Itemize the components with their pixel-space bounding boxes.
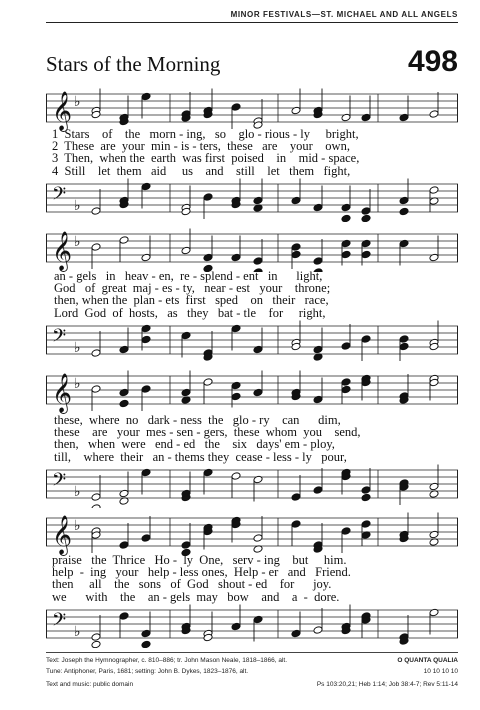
treble-staff <box>46 512 458 556</box>
notehead <box>361 207 371 216</box>
notehead <box>291 493 301 502</box>
verse-line: these, where no dark - ness the glo - ry can dim, <box>54 413 341 427</box>
notehead <box>253 615 263 624</box>
notehead <box>91 633 101 642</box>
notehead <box>141 324 151 333</box>
notehead <box>253 257 263 266</box>
notehead <box>313 486 323 495</box>
notehead <box>341 378 351 387</box>
verse-line: 2 These are your min - is - ters, these are your own, <box>52 139 350 154</box>
notehead <box>231 253 241 262</box>
notehead <box>399 239 409 248</box>
notehead <box>141 253 151 262</box>
notehead <box>429 530 439 539</box>
notehead <box>313 203 323 212</box>
notehead <box>361 239 371 248</box>
notehead <box>203 253 213 262</box>
notehead <box>341 203 351 212</box>
notehead <box>399 335 409 344</box>
notehead <box>181 388 191 397</box>
bass-clef-icon: 𝄢 <box>52 184 67 209</box>
music-system-4 <box>46 512 458 640</box>
notehead <box>181 246 191 255</box>
header-rule <box>46 22 458 23</box>
notehead <box>399 196 409 205</box>
notehead <box>291 243 301 252</box>
notehead <box>231 103 241 112</box>
notehead <box>203 378 213 387</box>
notehead <box>119 489 129 498</box>
notehead <box>291 196 301 205</box>
notehead <box>291 520 301 529</box>
verse-line: Lord God of hosts, as they bat - tle for right, <box>54 305 326 320</box>
treble-staff <box>46 370 458 414</box>
notehead <box>231 472 241 481</box>
notehead <box>361 335 371 344</box>
notehead <box>231 324 241 333</box>
tune-credit: Tune: Antiphoner, Paris, 1681; setting: John B. Dykes, 1823–1876, alt. <box>46 668 249 675</box>
notehead <box>313 395 323 404</box>
lyrics-block-1 <box>52 128 464 177</box>
bass-staff <box>46 464 458 508</box>
scripture-references: Ps 103:20,21; Heb 1:14; Job 38:4-7; Rev 5:11-14 <box>316 681 458 688</box>
verse-line: then, when the plan - ets first sped on their race, <box>54 293 329 308</box>
notehead <box>91 493 101 502</box>
flat-icon: ♭ <box>74 234 81 250</box>
notehead <box>361 520 371 529</box>
notehead <box>361 113 371 122</box>
flat-icon: ♭ <box>74 198 81 214</box>
notehead <box>341 113 351 122</box>
hymn-title: Stars of the Morning <box>46 52 221 76</box>
lyrics-block-2 <box>54 270 466 319</box>
text-credit: Text: Joseph the Hymnographer, c. 810–886; tr. John Mason Neale, 1818–1866, alt. <box>46 657 288 664</box>
notehead <box>253 196 263 205</box>
notehead <box>141 468 151 477</box>
notehead <box>141 629 151 638</box>
notehead <box>141 385 151 394</box>
notehead <box>203 193 213 202</box>
notehead <box>291 629 301 638</box>
notehead <box>231 622 241 631</box>
notehead <box>119 388 129 397</box>
bass-clef-icon: 𝄢 <box>52 470 67 495</box>
notehead <box>429 482 439 491</box>
notehead <box>141 182 151 191</box>
flat-icon: ♭ <box>74 518 81 534</box>
verse-line: then, when were end - ed the six days' em - ploy, <box>54 437 335 452</box>
flat-icon: ♭ <box>74 624 81 640</box>
footer-rule <box>46 652 458 653</box>
notehead <box>429 186 439 195</box>
notehead <box>119 541 129 550</box>
verse-line: an - gels in heav - en, re - splend - ent in light, <box>54 269 323 283</box>
flat-icon: ♭ <box>74 340 81 356</box>
notehead <box>231 381 241 390</box>
verse-line: we with the an - gels may bow and a - dore. <box>52 589 340 604</box>
meter: 10 10 10 10 <box>423 668 458 675</box>
notehead <box>399 113 409 122</box>
verse-line: 3 Then, when the earth was first poised in mid - space, <box>52 151 360 166</box>
notehead <box>181 331 191 340</box>
notehead <box>291 106 301 115</box>
notehead <box>119 345 129 354</box>
notehead <box>253 534 263 543</box>
bass-clef-icon: 𝄢 <box>52 326 67 351</box>
verse-line: then all the sons of God shout - ed for joy. <box>52 577 332 592</box>
verse-line: God of great maj - es - ty, near - est your throne; <box>54 281 331 296</box>
bass-clef-icon: 𝄢 <box>52 610 67 635</box>
notehead <box>91 243 101 252</box>
treble-clef-icon: 𝄞 <box>52 515 73 555</box>
notehead <box>429 110 439 119</box>
music-system-1 <box>46 88 458 214</box>
rights-notice: Text and music: public domain <box>46 681 134 688</box>
notehead <box>181 541 191 550</box>
treble-staff <box>46 88 458 132</box>
bass-staff <box>46 178 458 222</box>
lyrics-block-4 <box>52 554 464 603</box>
notehead <box>203 468 213 477</box>
notehead <box>119 612 129 621</box>
flat-icon: ♭ <box>74 484 81 500</box>
music-system-3 <box>46 370 458 500</box>
notehead <box>253 475 263 484</box>
verse-line: praise the Thrice Ho - ly One, serv - ing but him. <box>52 553 347 567</box>
notehead <box>253 345 263 354</box>
lyrics-block-3 <box>54 414 466 463</box>
flat-icon: ♭ <box>74 94 81 110</box>
music-system-2 <box>46 228 458 356</box>
verse-line: these are your mes - sen - gers, these whom you send, <box>54 425 361 440</box>
notehead <box>91 349 101 358</box>
verse-line: till, where their an - thems they cease - less - ly pour, <box>54 449 347 464</box>
verse-line: 1 Stars of the morn - ing, so glo - rious - ly bright, <box>52 127 359 141</box>
verse-line: 4 Still let them aid us and still let them fight, <box>52 163 351 178</box>
hymn-number: 498 <box>407 45 458 78</box>
notehead <box>91 385 101 394</box>
treble-clef-icon: 𝄞 <box>52 373 73 413</box>
tune-name: O QUANTA QUALIA <box>397 657 458 664</box>
notehead <box>313 626 323 635</box>
notehead <box>141 92 151 101</box>
treble-clef-icon: 𝄞 <box>52 231 73 271</box>
notehead <box>119 236 129 245</box>
notehead <box>313 257 323 266</box>
notehead <box>91 207 101 216</box>
bass-staff <box>46 320 458 364</box>
notehead <box>429 253 439 262</box>
notehead <box>253 388 263 397</box>
bass-staff <box>46 604 458 648</box>
notehead <box>141 534 151 543</box>
treble-staff <box>46 228 458 272</box>
notehead <box>429 608 439 617</box>
footer <box>46 657 458 707</box>
notehead <box>341 239 351 248</box>
flat-icon: ♭ <box>74 376 81 392</box>
treble-clef-icon: 𝄞 <box>52 91 73 131</box>
notehead <box>361 486 371 495</box>
notehead <box>341 527 351 536</box>
notehead <box>341 342 351 351</box>
verse-line: help - ing your help - less ones, Help - er and Friend. <box>52 565 351 580</box>
notehead <box>313 345 323 354</box>
section-header: MINOR FESTIVALS—ST. MICHAEL AND ALL ANGELS <box>230 10 458 19</box>
